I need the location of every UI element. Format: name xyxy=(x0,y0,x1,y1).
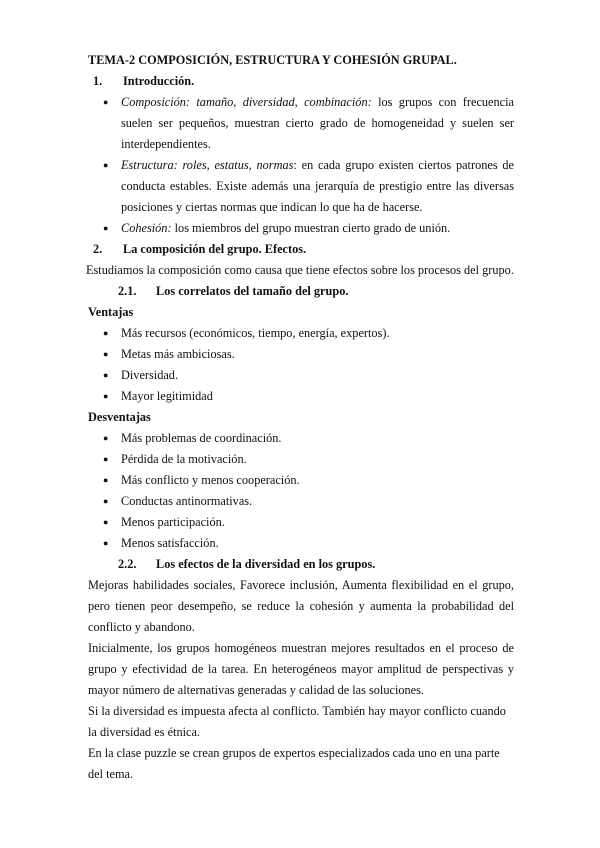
list-item: ● Menos participación. xyxy=(88,512,514,533)
term: Estructura: roles, estatus, normas xyxy=(121,158,294,172)
paragraph: Inicialmente, los grupos homogéneos muestran mejores resultados en el proceso de grupo y efectividad de la tarea. En heterogéneos mayor amplitud de perspectivas y mayor número de alternativas generadas y calidad de las soluciones. xyxy=(88,641,514,697)
list-item: ● Pérdida de la motivación. xyxy=(88,449,514,470)
section-title: La composición del grupo. Efectos. xyxy=(123,242,307,256)
desventajas-label: Desventajas xyxy=(88,410,151,424)
section-title: Los efectos de la diversidad en los grupos. xyxy=(156,557,376,571)
intro-list xyxy=(88,92,514,239)
list-item xyxy=(88,92,514,155)
section-2-heading xyxy=(88,239,514,260)
paragraph: Mejoras habilidades sociales, Favorece inclusión, Aumenta flexibilidad en el grupo, pero tienen peor desempeño, se reduce la cohesión y aumenta la probabilidad del conflicto y abandono. xyxy=(88,578,514,634)
list-item: ● Conductas antinormativas. xyxy=(88,491,514,512)
section-2-2-heading xyxy=(88,554,514,575)
list-item: ● Metas más ambiciosas. xyxy=(88,344,514,365)
list-item: ● Diversidad. xyxy=(88,365,514,386)
list-item: ● Menos satisfacción. xyxy=(88,533,514,554)
paragraph: En la clase puzzle se crean grupos de expertos especializados cada uno en una parte del tema. xyxy=(88,746,500,781)
definition: los grupos con frecuencia suelen ser pequeños, muestran cierto grado de homogeneidad y suelen ser interdependientes. xyxy=(121,95,514,151)
section-1-heading xyxy=(88,71,514,92)
ventajas-label: Ventajas xyxy=(88,305,134,319)
section-number: 2.1. xyxy=(118,284,137,298)
section-2-1-heading xyxy=(88,281,514,302)
section-number: 2. xyxy=(93,242,103,256)
definition: : en cada grupo existen ciertos patrones de conducta estables. Existe además una jerarquía de prestigio entre las diversas posiciones y ciertas normas que indican lo que ha de hacerse. xyxy=(121,158,514,214)
section-title: Introducción. xyxy=(123,74,195,88)
section-title: Los correlatos del tamaño del grupo. xyxy=(156,284,349,298)
list-item: ● Mayor legitimidad xyxy=(88,386,514,407)
ventajas-list xyxy=(88,323,514,407)
section-number: 1. xyxy=(93,74,103,88)
section-number: 2.2. xyxy=(118,557,137,571)
definition: los miembros del grupo muestran cierto grado de unión. xyxy=(171,221,451,235)
paragraph: Si la diversidad es impuesta afecta al conflicto. También hay mayor conflicto cuando la diversidad es étnica. xyxy=(88,704,506,739)
desventajas-list xyxy=(88,428,514,554)
list-item: ● Más conflicto y menos cooperación. xyxy=(88,470,514,491)
document-page xyxy=(88,50,514,785)
section-2-text: Estudiamos la composición como causa que tiene efectos sobre los procesos del grupo. xyxy=(86,263,514,277)
list-item xyxy=(88,155,514,218)
list-item: ● Más problemas de coordinación. xyxy=(88,428,514,449)
term: Composición: tamaño, diversidad, combinación: xyxy=(121,95,372,109)
term: Cohesión: xyxy=(121,221,172,235)
document-title: TEMA-2 COMPOSICIÓN, ESTRUCTURA Y COHESIÓN GRUPAL. xyxy=(88,53,457,67)
list-item xyxy=(88,218,514,239)
list-item: ● Más recursos (económicos, tiempo, energía, expertos). xyxy=(88,323,514,344)
